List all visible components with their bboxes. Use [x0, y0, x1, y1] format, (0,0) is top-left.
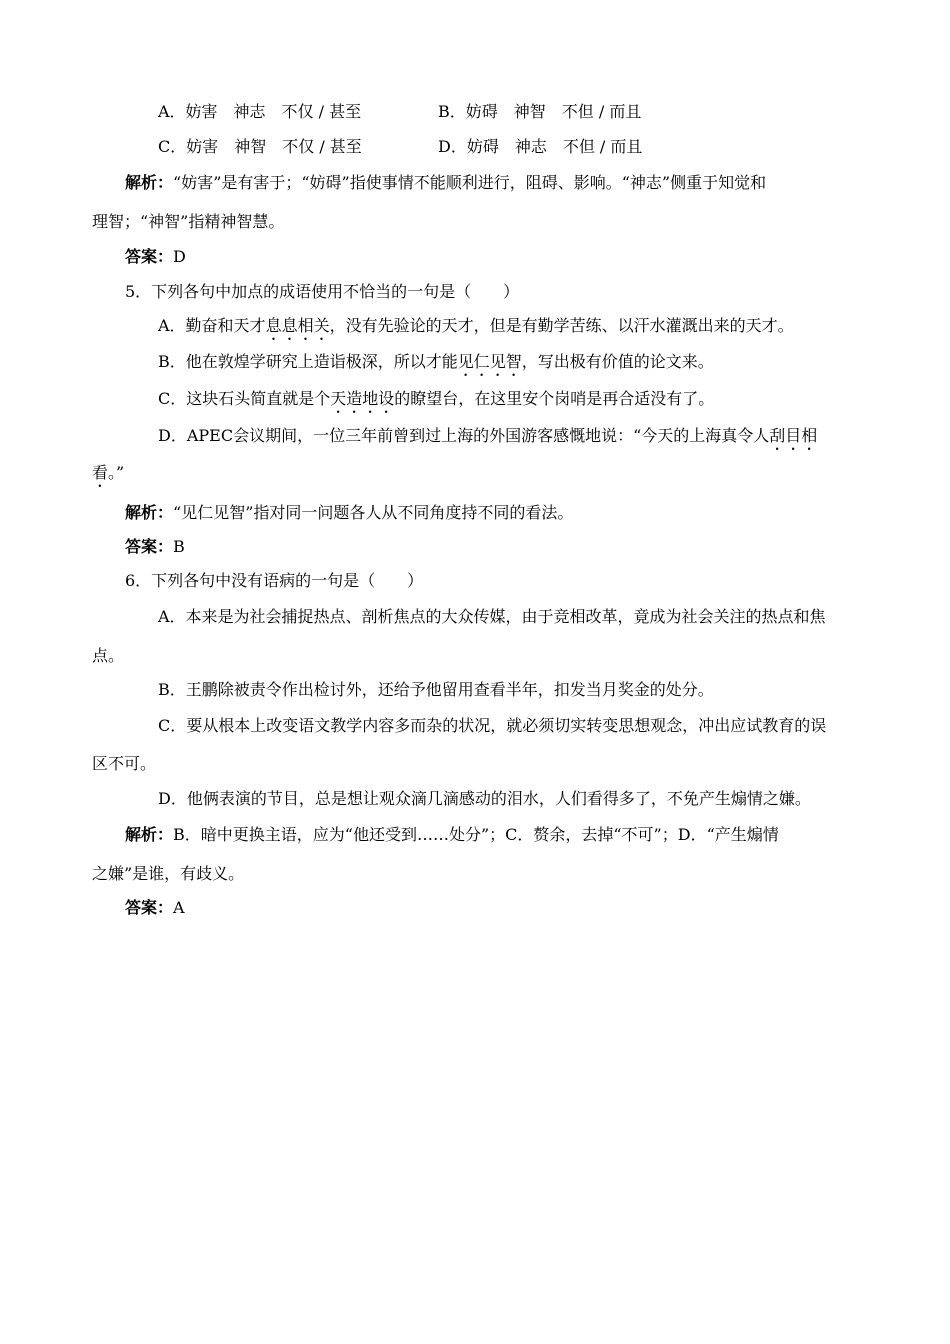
q6-answer: [125, 898, 185, 918]
q6-stem: 6．下列各句中没有语病的一句是（ ）: [125, 571, 424, 590]
q5-answer: [125, 537, 185, 557]
q6-analysis-line-2: 之嫌”是谁，有歧义。: [92, 864, 245, 883]
q4-analysis-line-1: [125, 173, 766, 193]
q5-a-pre: A．勤奋和天才: [158, 316, 266, 335]
answer-label: 答案：: [125, 247, 174, 266]
q6-option-b: B．王鹏除被责令作出检讨外，还给予他留用查看半年，扣发当月奖金的处分。: [158, 680, 714, 699]
q5-d-idiom-2: 看: [92, 463, 109, 482]
q5-c-pre: C．这块石头简直就是个: [158, 389, 331, 408]
answer-value: A: [173, 898, 185, 917]
q6-option-c-line-2: 区不可。: [92, 754, 157, 773]
analysis-label: 解析：: [125, 503, 174, 522]
q5-option-d-line-2: [92, 463, 124, 491]
q6-analysis-line-1: [125, 825, 779, 845]
q4-option-d: D．妨碍 神志 不但 / 而且: [438, 137, 643, 156]
q4-option-b: B．妨碍 神智 不但 / 而且: [438, 102, 642, 121]
q5-stem: 5．下列各句中加点的成语使用不恰当的一句是（ ）: [125, 282, 520, 301]
q4-answer: [125, 247, 186, 267]
q5-d-idiom-1: 刮目相: [769, 426, 818, 445]
q6-option-a-line-1: A．本来是为社会捕捉热点、剖析焦点的大众传媒，由于竞相改革，竟成为社会关注的热点和焦: [158, 607, 826, 626]
answer-label: 答案：: [125, 898, 174, 917]
q6-option-c-line-1: C．要从根本上改变语文教学内容多而杂的状况，就必须切实转变思想观念，冲出应试教育的误: [158, 716, 827, 735]
q5-c-post: 的瞭望台，在这里安个岗哨是再合适没有了。: [394, 389, 715, 408]
q5-b-idiom: 见仁见智: [457, 352, 522, 371]
q5-a-post: ，没有先验论的天才，但是有勤学苦练、以汗水灌溉出来的天才。: [329, 316, 794, 335]
q5-option-c: [158, 389, 714, 417]
q4-analysis-line-2: 理智；“神智”指精神智慧。: [92, 212, 285, 231]
answer-label: 答案：: [125, 537, 174, 556]
analysis-text: “见仁见智”指对同一问题各人从不同角度持不同的看法。: [173, 503, 574, 522]
q5-analysis: [125, 503, 573, 523]
q4-option-a: A．妨害 神志 不仅 / 甚至: [158, 102, 362, 121]
q5-a-idiom: 息息相关: [265, 316, 330, 335]
analysis-text: “妨害”是有害于；“妨碍”指使事情不能顺利进行，阻碍、影响。“神志”侧重于知觉和: [173, 173, 767, 192]
q5-option-a: [158, 316, 794, 344]
q5-d-post: 。”: [108, 463, 125, 482]
analysis-text: B．暗中更换主语，应为“他还受到……处分”；C．赘余，去掉“不可”；D．“产生煽情: [173, 825, 779, 844]
answer-value: D: [173, 247, 186, 266]
q5-option-b: [158, 352, 714, 380]
answer-value: B: [173, 537, 185, 556]
q5-d-pre: D．APEC会议期间，一位三年前曾到过上海的外国游客感慨地说：“今天的上海真令人: [158, 426, 770, 445]
q5-option-d-line-1: [158, 426, 817, 454]
q4-option-c: C．妨害 神智 不仅 / 甚至: [158, 137, 362, 156]
q5-c-idiom: 天造地设: [330, 389, 395, 408]
q6-option-a-line-2: 点。: [92, 646, 125, 665]
q6-option-d: D．他俩表演的节目，总是想让观众滴几滴感动的泪水，人们看得多了，不免产生煽情之嫌。: [158, 789, 811, 808]
analysis-label: 解析：: [125, 825, 174, 844]
q5-b-pre: B．他在敦煌学研究上造诣极深，所以才能: [158, 352, 458, 371]
analysis-label: 解析：: [125, 173, 174, 192]
q5-b-post: ，写出极有价值的论文来。: [521, 352, 714, 371]
